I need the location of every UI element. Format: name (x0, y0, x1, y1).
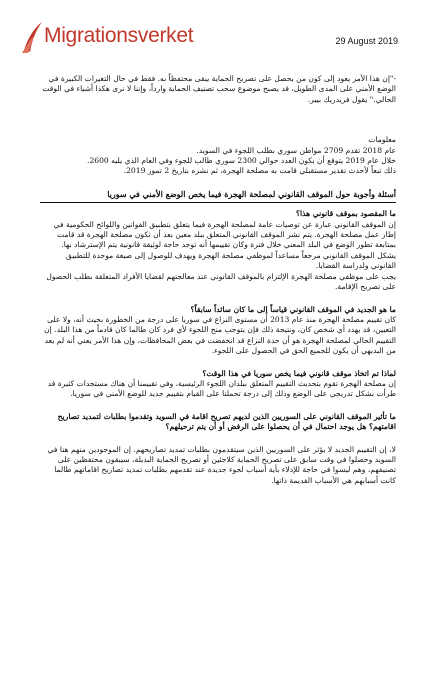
question-heading: ما تأثير الموقف القانوني على السوريين الذين لديهم تصريح اقامة في السويد وتقدموا بطلبات لتمديد تصاريح اقامتهم؟ هل يوجد احتمال في أن يحصلوا على الرفض أو أن يتم ترحيلهم؟ (57, 411, 396, 432)
document-date: 29 August 2019 (335, 36, 398, 46)
stats-title: معلومات (368, 135, 396, 145)
document-body (40, 66, 396, 486)
stats-line: خلال عام 2019 يتوقع أن يكون العدد حوالي 2300 سوري طالب للجوء وفي العام الذي يليه 2600. (87, 156, 396, 166)
migrationsverket-logo (22, 20, 212, 54)
intro-quote: -"إن هذا الأمر يعود إلى كون من يحصل على تصريح الحماية يبقى محتفظاً به. فقط في حال التغيرات الكبيرة في الوضع الأمني على المدى الطويل، قد يصبح موضوع سحب تصنيف الحماية وارداً، وإننا لا نرى هكذا أشياء في الوقت الحالي." يقول فريدريك بيير. (42, 74, 396, 104)
question-heading: لماذا تم اتخاذ موقف قانوني فيما يخص سوريا في هذا الوقت؟ (202, 368, 396, 378)
answer-paragraph: يجب على موظفي مصلحة الهجرة الإلتزام بالموقف القانوني عند معالجتهم لقضايا الأفراد المتعلقة بطلب الحصول على تصريح الإقامة. (46, 271, 396, 292)
stats-line: ذلك تبعاً لأحدث تقدير مستقبلي قامت به مصلحة الهجرة، ثم نشره بتاريخ 2 تموز 2019. (123, 166, 396, 176)
question-heading: ما المقصود بموقف قانوني هذا؟ (296, 209, 396, 219)
stats-block (40, 146, 396, 177)
answer-paragraph: لا، إن التقييم الجديد لا يؤثر على السوريين الذين سيتقدمون بطلبات تمديد تصاريحهم. إن الموجودين منهم هنا في السويد وحصلوا في وقت سابق على تصريح الحماية كلاجئين أو تصريح الحماية البديلة، سيبقون محتفظين على تصنيفهم، وهم ليسوا في حاجة للإدلاء بأية أسباب لجوء جديدة عند تقدمهم بطلبات تمديد تصاريح اقاماتهم طالما كانت أسبابهم هي الأسباب القديمة ذاتها. (47, 444, 396, 485)
question-heading: ما هو الجديد في الموقف القانوني قياساً إلى ما كان سائداً سابقاً؟ (190, 304, 396, 314)
answer-paragraph: كان تقييم مصلحة الهجرة منذ عام 2013 أن مستوى النزاع في سوريا على درجة من الخطورة بحيث أنه، ولا على التعيين، قد يهدد أي شخص كان، ونتيجة ذلك فإن يتوجب منح اللجوء لأي فرد كان طالما كان قادماً من هذا البلد. إن التقييم الحالي لمصلحة الهجرة هو أن حدة النزاع قد انخفضت في بعض المحافظات، وإن هذا الأمر يعني أنه لم يعد من البديهي أن يكون للجميع الحق في الحصول على اللجوء. (44, 314, 396, 356)
logo-swoosh-icon (22, 20, 44, 54)
stats-line: عام 2018 تقدم 2709 مواطن سوري بطلب اللجوء في السويد. (196, 145, 396, 155)
logo-text: Migrationsverket (44, 24, 194, 47)
section-divider (40, 202, 396, 203)
answer-paragraph: إن الموقف القانوني عبارة عن توصيات عامة لمصلحة الهجرة فيما يتعلق بتطبيق القوانين واللوائح الحكومية في إطار عمل مصلحة الهجرة. يتم نشر الموقف القانوني المتعلق ببلد معين بعد أن تكون مصلحة الهجرة قد قامت بمتابعة تطور الوضع في البلد المعني خلال فترة وكان تقييمها أنه توجد حاجة لوثيقة قانونية يتم الإسترشاد بها. (53, 219, 396, 250)
answer-paragraph: إن مصلحة الهجرة تقوم بتحديث التقييم المتعلق ببلدان اللجوء الرئيسية، وفي تقييمنا أن هناك مستجدات كثيرة قد طرأت بشكل تدريجي على الوضع وذلك إلى درجة تحملنا على القيام بتقييم جديد للوضع الأمني في سوريا. (47, 378, 396, 399)
answer-paragraph: يشكل الموقف القانوني مرجعاً مساعداً لموظفي مصلحة الهجرة ويهدف للوصول إلى صيغة موحدة للتطبيق القانوني ولدراسة القضايا. (65, 250, 396, 271)
faq-title: أسئلة وأجوبة حول الموقف القانوني لمصلحة الهجرة فيما يخص الوضع الأمني في سوريا (107, 188, 396, 199)
